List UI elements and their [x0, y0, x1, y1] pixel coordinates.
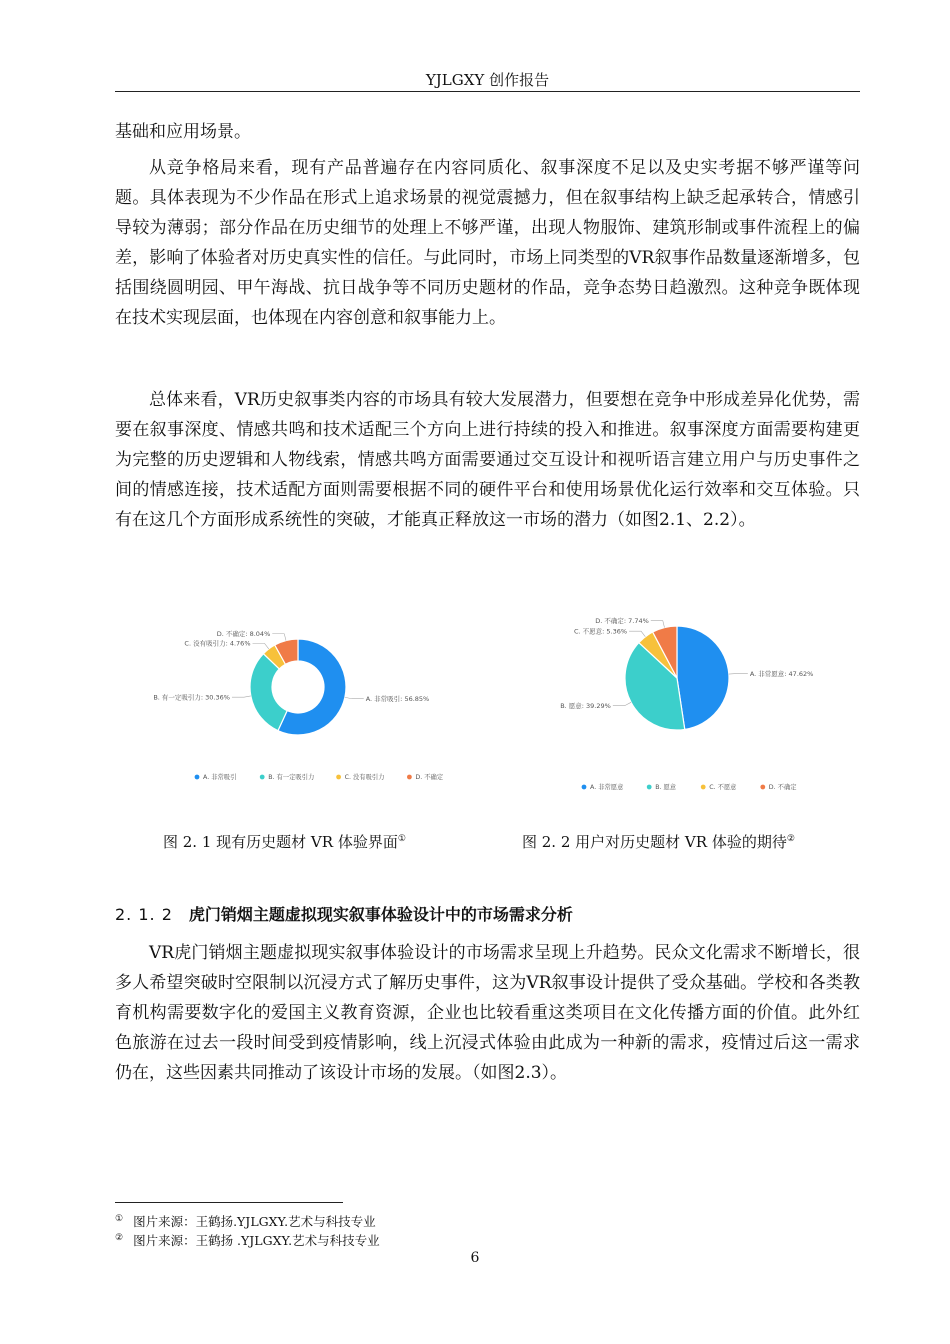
footnote-1	[115, 1211, 376, 1230]
legend-swatch	[195, 775, 200, 780]
legend-label: A. 非常吸引	[203, 774, 237, 782]
paragraph-summary: 总体来看，VR历史叙事类内容的市场具有较大发展潜力，但要想在竞争中形成差异化优势，需要在叙事深度、情感共鸣和技术适配三个方向上进行持续的投入和推进。叙事深度方面需要构建更为完整的历史逻辑和人物线索，情感共鸣方面需要通过交互设计和视听语言建立用户与历史事件之间的情感连接，技术适配方面则需要根据不同的硬件平台和使用场景优化运行效率和交互体验。只有在这几个方面形成系统性的突破，才能真正释放这一市场的潜力（如图2.1、2.2）。	[115, 390, 860, 530]
running-header: YJLGXY 创作报告	[425, 71, 550, 89]
paragraph-market-demand: VR虎门销烟主题虚拟现实叙事体验设计的市场需求呈现上升趋势。民众文化需求不断增长，很多人希望突破时空限制以沉浸方式了解历史事件，这为VR叙事设计提供了受众基础。学校和各类教育机构需要数字化的爱国主义教育资源，企业也比较看重这类项目在文化传播方面的价值。此外红色旅游在过去一段时间受到疫情影响，线上沉浸式体验由此成为一种新的需求，疫情过后这一需求仍在，这些因素共同推动了该设计市场的发展。（如图2.3）。	[115, 943, 860, 1083]
legend-label: C. 不愿意	[709, 784, 737, 792]
footnote-ref-2: ②	[786, 834, 795, 844]
legend-swatch	[336, 775, 341, 780]
leader-line	[232, 696, 251, 697]
slice-label: B. 愿意: 39.29%	[560, 701, 611, 710]
slice-label: B. 有一定吸引力: 30.36%	[153, 693, 230, 702]
footnote-rule	[115, 1202, 343, 1203]
legend-swatch	[407, 775, 412, 780]
legend-label: A. 非常愿意	[590, 784, 624, 792]
leader-line	[345, 697, 364, 698]
figure-caption-2-2	[522, 829, 795, 852]
expectation-pie-chart	[548, 617, 814, 795]
leader-line	[613, 702, 631, 705]
legend-label: D. 不确定	[768, 784, 797, 792]
slice-label: C. 不愿意: 5.36%	[573, 627, 628, 636]
slice-label: D. 不确定: 8.04%	[216, 630, 271, 639]
legend-label: C. 没有吸引力	[344, 774, 385, 782]
legend-label: B. 愿意	[655, 784, 677, 792]
footnote-1-text: 图片来源：王鹤扬.YJLGXY.艺术与科技专业	[133, 1214, 376, 1230]
section-title: 虎门销烟主题虚拟现实叙事体验设计中的市场需求分析	[188, 905, 573, 924]
legend-swatch	[582, 785, 587, 790]
slice-label: A. 非常吸引: 56.85%	[365, 695, 430, 704]
legend-label: D. 不确定	[415, 774, 444, 782]
legend-label: B. 有一定吸引力	[268, 774, 315, 782]
attraction-donut-chart	[150, 625, 470, 795]
legend-swatch	[647, 785, 652, 790]
pie-slice	[677, 626, 729, 729]
footnote-ref-1: ①	[397, 834, 406, 844]
page-number: 6	[470, 1250, 480, 1266]
paragraph-continuation: 基础和应用场景。	[115, 122, 251, 142]
leader-line	[272, 634, 286, 641]
footnote-1-mark: ①	[115, 1214, 124, 1224]
leader-line	[651, 621, 665, 628]
footnote-2-text: 图片来源：王鹤扬 .YJLGXY.艺术与科技专业	[133, 1233, 380, 1249]
leader-line	[629, 631, 645, 637]
footnote-2	[115, 1230, 380, 1249]
legend-swatch	[701, 785, 706, 790]
slice-label: D. 不确定: 7.74%	[595, 617, 649, 626]
figure-caption-2-2-text: 图 2. 2 用户对历史题材 VR 体验的期待	[522, 833, 787, 851]
header-rule	[115, 91, 860, 92]
figure-caption-2-1	[163, 829, 406, 852]
section-heading	[115, 902, 573, 925]
legend-swatch	[260, 775, 265, 780]
paragraph-competition: 从竞争格局来看，现有产品普遍存在内容同质化、叙事深度不足以及史实考据不够严谨等问题。具体表现为不少作品在形式上追求场景的视觉震撼力，但在叙事结构上缺乏起承转合，情感引导较为薄弱；部分作品在历史细节的处理上不够严谨，出现人物服饰、建筑形制或事件流程上的偏差，影响了体验者对历史真实性的信任。与此同时，市场上同类型的VR叙事作品数量逐渐增多，包括围绕圆明园、甲午海战、抗日战争等不同历史题材的作品，竞争态势日趋激烈。这种竞争既体现在技术实现层面，也体现在内容创意和叙事能力上。	[115, 158, 860, 328]
section-number: 2. 1. 2	[115, 905, 173, 924]
footnote-2-mark: ②	[115, 1233, 124, 1243]
slice-label: A. 非常愿意: 47.62%	[749, 669, 814, 678]
figure-caption-2-1-text: 图 2. 1 现有历史题材 VR 体验界面	[163, 833, 398, 851]
slice-label: C. 没有吸引力: 4.76%	[184, 639, 251, 648]
leader-line	[729, 674, 748, 675]
legend-swatch	[760, 785, 765, 790]
leader-line	[253, 643, 269, 649]
